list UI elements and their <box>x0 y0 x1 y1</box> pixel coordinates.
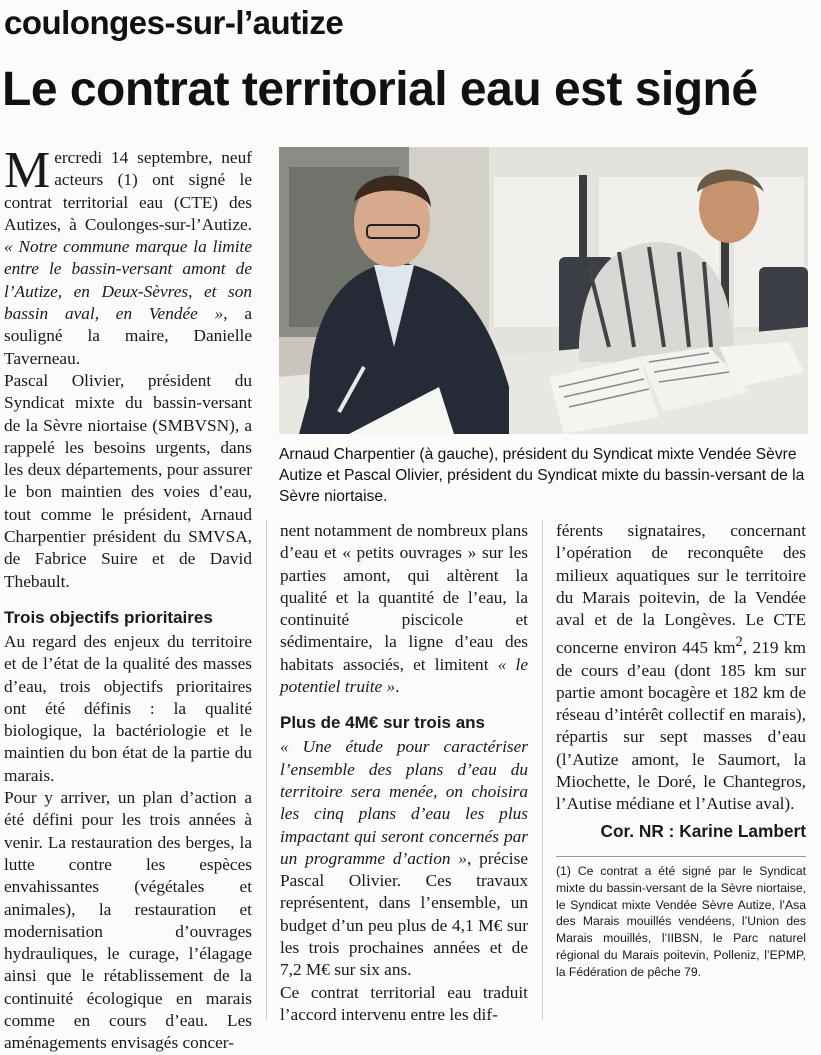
text-span: , 219 km de cours d’eau (dont 185 km sur partie amont bocagère et 182 km de réseau d’intérêt collectif en marais), répartis sur sept masses d’eau (l’Autize amont, le Saumort, la Miochette, le Doré, le Chantegros, l’Autise médiane et l’Autise aval). <box>556 638 806 814</box>
paragraph: Pour y arriver, un plan d’action a été défini pour les trois années à venir. La restauration des berges, la lutte contre les espèces envahissantes (végétales et animales), la restauration et modernisation d’ouvrages hydrauliques, le curage, l’élagage ainsi que le rétablissement de la continuité écologique en marais comme en cours d’eau. Les aménagements envisagés concer- <box>4 788 252 1053</box>
quote-span: « le potentiel truite » <box>280 654 528 697</box>
section-kicker: coulonges-sur-l’autize <box>4 4 344 41</box>
paragraph: Ce contrat territorial eau traduit l’accord intervenu entre les dif- <box>280 982 528 1024</box>
article-photo <box>279 147 808 434</box>
photo-illustration <box>279 147 808 434</box>
photo-caption: Arnaud Charpentier (à gauche), président du Syndicat mixte Vendée Sèvre Autize et Pascal Olivier, président du Syndicat mixte du bassin-versant de la Sèvre niortaise. <box>279 446 805 505</box>
subheading: Trois objectifs prioritaires <box>4 607 213 627</box>
footnote: (1) Ce contrat a été signé par le Syndicat mixte du bassin-versant de la Sèvre niortaise, le Syndicat mixte Vendée Sèvre Autize, l’Asa des Marais mouillés vendéens, l’Union des Marais mouillés, l’IIBSN, le Parc naturel régional du Marais poitevin, Polleniz, l’EPMP, la Fédération de pêche 79. <box>556 856 806 981</box>
subheading: Plus de 4M€ sur trois ans <box>280 713 486 733</box>
author-signature: Cor. NR : Karine Lambert <box>600 820 806 841</box>
paragraph <box>556 520 806 816</box>
superscript: 2 <box>735 634 743 651</box>
text-span: férents signataires, concernant l’opération de reconquête des milieux aquatiques sur le territoire du Marais poitevin, de la Vendée aval et de la Longèves. Le CTE concerne environ 445 km <box>556 521 806 658</box>
article-column-3 <box>556 520 806 981</box>
article-column-1 <box>4 142 252 1055</box>
text-span: nent notamment de nombreux plans d’eau et « petits ouvrages » sur les parties amont, qui altèrent la qualité et la quantité de l’eau, la continuité piscicole et sédimentaire, la ligne d’eau des habitats associés, et limitent <box>280 521 528 674</box>
paragraph: Pascal Olivier, président du Syndicat mixte du bassin-versant de la Sèvre niortaise (SMBVSN), a rappelé les besoins urgents, dans les deux départements, pour assurer le bon maintien des voies d’eau, tout comme le président, Arnaud Charpentier président du SMVSA, de Fabrice Suire et de David Thebault. <box>4 370 252 591</box>
paragraph: Au regard des enjeux du territoire et de l’état de la qualité des masses d’eau, trois objectifs prioritaires ont été définis : la qualité biologique, la bactériologie et le maintien du bon état de la partie du marais. <box>4 631 252 785</box>
drop-cap: M <box>4 142 51 199</box>
text-span: ercredi 14 septembre, neuf acteurs (1) ont signé le contrat territorial eau (CTE) des Autizes, à Coulonges-sur-l’Autize. <box>4 148 252 234</box>
text-span: , précise Pascal Olivier. Ces travaux représentent, dans l’ensemble, un budget d’un peu plus de 4,1 M€ sur les trois prochaines années et de 7,2 M€ sur six ans. <box>280 848 528 980</box>
column-divider <box>266 520 267 1020</box>
paragraph <box>280 736 528 981</box>
paragraph <box>280 520 528 698</box>
quote-span: « Une étude pour caractériser l’ensemble des plans d’eau du territoire sera menée, on choisira les cinq plans d’eau les plus impactant qui seront concernés par un programme d’action » <box>280 737 528 868</box>
text-span: , a souligné la maire, Danielle Taverneau. <box>4 304 252 368</box>
article-headline: Le contrat territorial eau est signé <box>2 63 758 116</box>
quote-span: « Notre commune marque la limite entre le bassin-versant amont de l’Autize, en Deux-Sèvres, et son bassin aval, en Vendée » <box>4 237 252 324</box>
paragraph <box>4 142 252 370</box>
text-span: . <box>395 677 400 697</box>
column-divider <box>542 520 543 1020</box>
article-column-2 <box>280 520 528 1026</box>
